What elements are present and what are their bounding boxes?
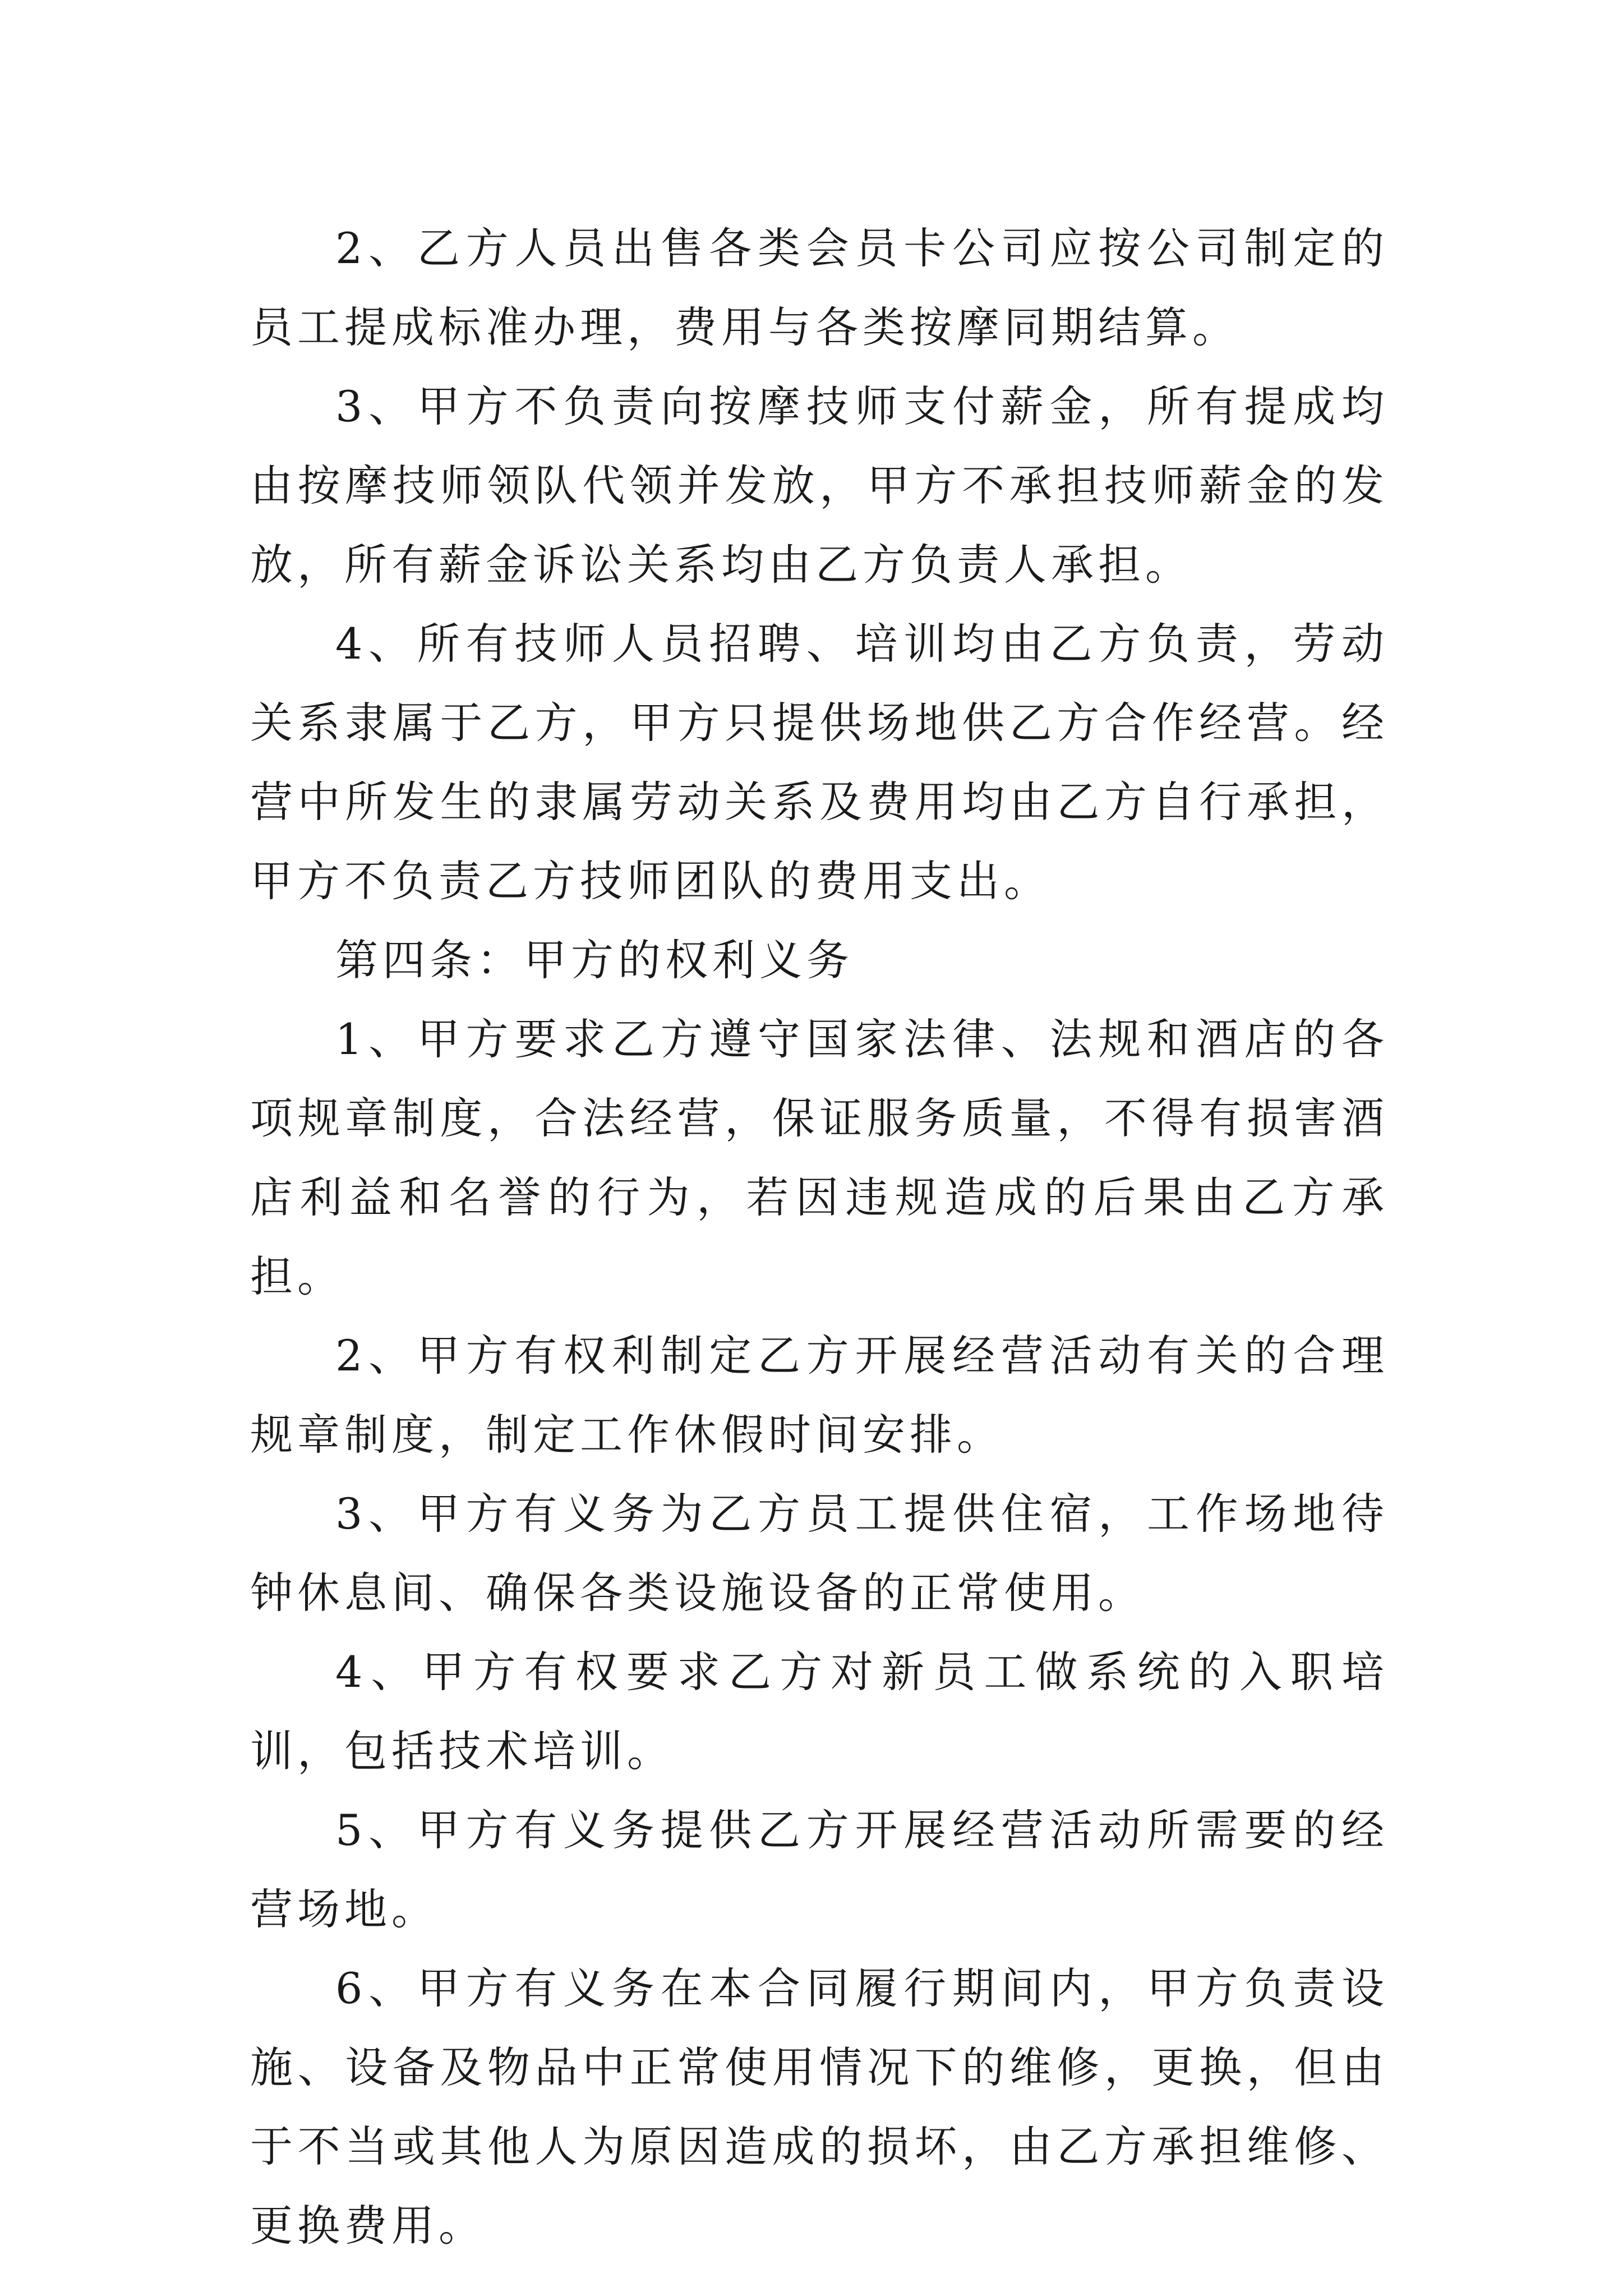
clause-3-paragraph: 3、甲方不负责向按摩技师支付薪金，所有提成均由按摩技师领队代领并发放，甲方不承担技师薪金的发放，所有薪金诉讼关系均由乙方负责人承担。 xyxy=(250,381,1389,590)
article-four-item-2: 2、甲方有权利制定乙方开展经营活动有关的合理规章制度，制定工作休假时间安排。 xyxy=(250,1331,1389,1460)
article-four-heading: 第四条：甲方的权利义务 xyxy=(335,935,854,985)
article-four-item-4: 4、甲方有权要求乙方对新员工做系统的入职培训，包括技术培训。 xyxy=(250,1647,1389,1776)
article-four-item-5: 5、甲方有义务提供乙方开展经营活动所需要的经营场地。 xyxy=(250,1805,1389,1934)
article-four-item-3: 3、甲方有义务为乙方员工提供住宿，工作场地待钟休息间、确保各类设施设备的正常使用。 xyxy=(250,1489,1389,1618)
clause-2-paragraph: 2、乙方人员出售各类会员卡公司应按公司制定的员工提成标准办理，费用与各类按摩同期结算。 xyxy=(250,223,1389,352)
article-four-item-1: 1、甲方要求乙方遵守国家法律、法规和酒店的各项规章制度，合法经营，保证服务质量，不得有损害酒店利益和名誉的行为，若因违规造成的后果由乙方承担。 xyxy=(250,1014,1389,1301)
document-page xyxy=(250,209,1389,2265)
article-four-item-6: 6、甲方有义务在本合同履行期间内，甲方负责设施、设备及物品中正常使用情况下的维修，更换，但由于不当或其他人为原因造成的损坏，由乙方承担维修、更换费用。 xyxy=(250,1963,1389,2251)
clause-4-paragraph: 4、所有技师人员招聘、培训均由乙方负责，劳动关系隶属于乙方，甲方只提供场地供乙方合作经营。经营中所发生的隶属劳动关系及费用均由乙方自行承担，甲方不负责乙方技师团队的费用支出。 xyxy=(250,619,1389,906)
